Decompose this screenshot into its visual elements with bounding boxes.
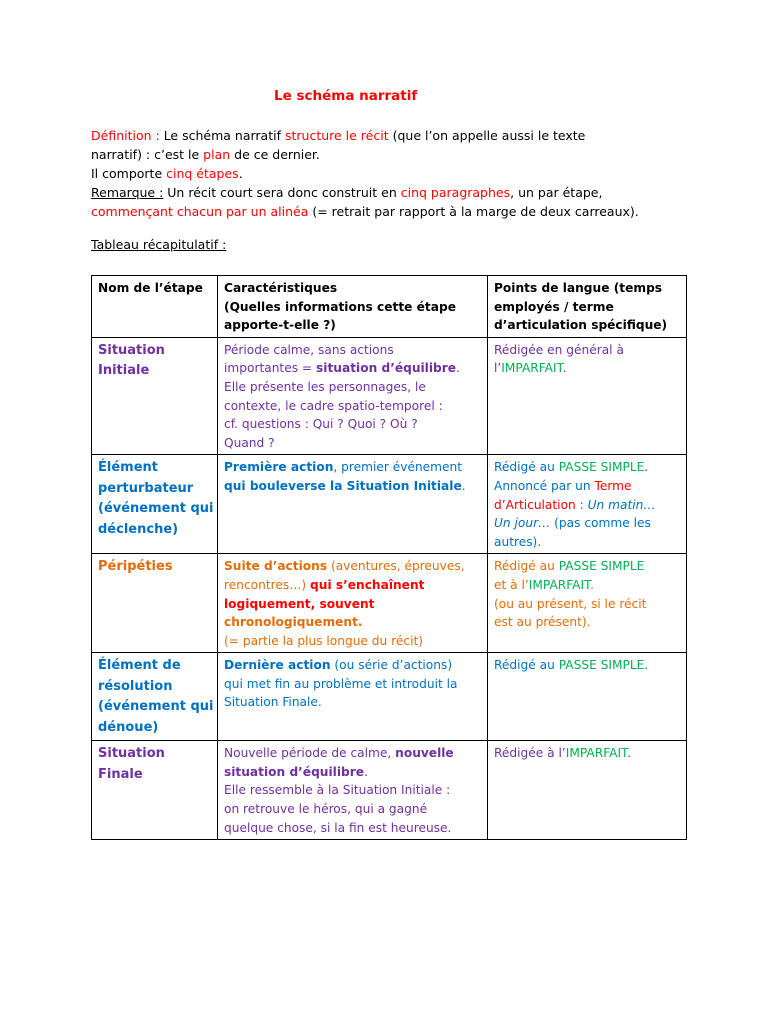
definition-line-1: Définition : Le schéma narratif structure le récit (que l’on appelle aussi le texte	[91, 128, 586, 143]
step-name-element-perturbateur: Élément perturbateur (événement qui déclenche)	[92, 455, 218, 554]
characteristics-situation-finale: Nouvelle période de calme, nouvelle situation d’équilibre. Elle ressemble à la Situation Initiale : on retrouve le héros, qui a gagné quelque chose, si la fin est heureuse.	[218, 741, 488, 840]
remark-line-1: Remarque : Un récit court sera donc construit en cinq paragraphes, un par étape,	[91, 185, 603, 200]
characteristics-element-resolution: Dernière action (ou série d’actions) qui met fin au problème et introduit la Situation Finale.	[218, 653, 488, 741]
highlight-structure: structure le récit	[284, 128, 389, 143]
table-row-peripeties	[92, 554, 687, 653]
highlight-alinea: commençant chacun par un alinéa	[91, 204, 309, 219]
language-element-resolution: Rédigé au PASSE SIMPLE.	[488, 653, 687, 741]
header-language-points: Points de langue (temps employés / terme d’articulation spécifique)	[488, 276, 687, 338]
highlight-cinq-paragraphes: cinq paragraphes	[400, 185, 511, 200]
definition-label: Définition :	[91, 128, 160, 143]
remark-line-2: commençant chacun par un alinéa (= retrait par rapport à la marge de deux carreaux).	[91, 204, 639, 219]
table-row-situation-finale	[92, 741, 687, 840]
recap-table	[91, 275, 687, 840]
step-name-situation-initiale: Situation Initiale	[92, 337, 218, 455]
step-name-peripeties: Péripéties	[92, 554, 218, 653]
language-situation-initiale: Rédigée en général à l’IMPARFAIT.	[488, 337, 687, 455]
characteristics-situation-initiale: Période calme, sans actions importantes = situation d’équilibre. Elle présente les personnages, le contexte, le cadre spatio-temporel : cf. questions : Qui ? Quoi ? Où ? Quand ?	[218, 337, 488, 455]
table-row-element-resolution	[92, 653, 687, 741]
language-peripeties: Rédigé au PASSE SIMPLE et à l’IMPARFAIT. (ou au présent, si le récit est au présent).	[488, 554, 687, 653]
remark-label: Remarque :	[91, 185, 164, 200]
step-name-situation-finale: Situation Finale	[92, 741, 218, 840]
highlight-cinq-etapes: cinq étapes	[166, 166, 239, 181]
step-name-element-resolution: Élément de résolution (événement qui dénoue)	[92, 653, 218, 741]
language-element-perturbateur: Rédigé au PASSE SIMPLE. Annoncé par un Terme d’Articulation : Un matin… Un jour… (pas comme les autres).	[488, 455, 687, 554]
page-title: Le schéma narratif	[274, 88, 418, 104]
header-step-name: Nom de l’étape	[92, 276, 218, 338]
steps-count-line: Il comporte cinq étapes.	[91, 166, 243, 181]
header-characteristics: Caractéristiques (Quelles informations cette étape apporte-t-elle ?)	[218, 276, 488, 338]
table-caption: Tableau récapitulatif :	[91, 237, 227, 252]
language-situation-finale: Rédigée à l’IMPARFAIT.	[488, 741, 687, 840]
definition-line-2: narratif) : c’est le plan de ce dernier.	[91, 147, 320, 162]
characteristics-peripeties: Suite d’actions (aventures, épreuves, rencontres…) qui s’enchaînent logiquement, souvent chronologiquement. (= partie la plus longue du récit)	[218, 554, 488, 653]
intro-section	[91, 126, 691, 221]
highlight-plan: plan	[203, 147, 231, 162]
table-row-situation-initiale	[92, 337, 687, 455]
characteristics-element-perturbateur: Première action, premier événement qui bouleverse la Situation Initiale.	[218, 455, 488, 554]
table-header-row	[92, 276, 687, 338]
table-row-element-perturbateur	[92, 455, 687, 554]
